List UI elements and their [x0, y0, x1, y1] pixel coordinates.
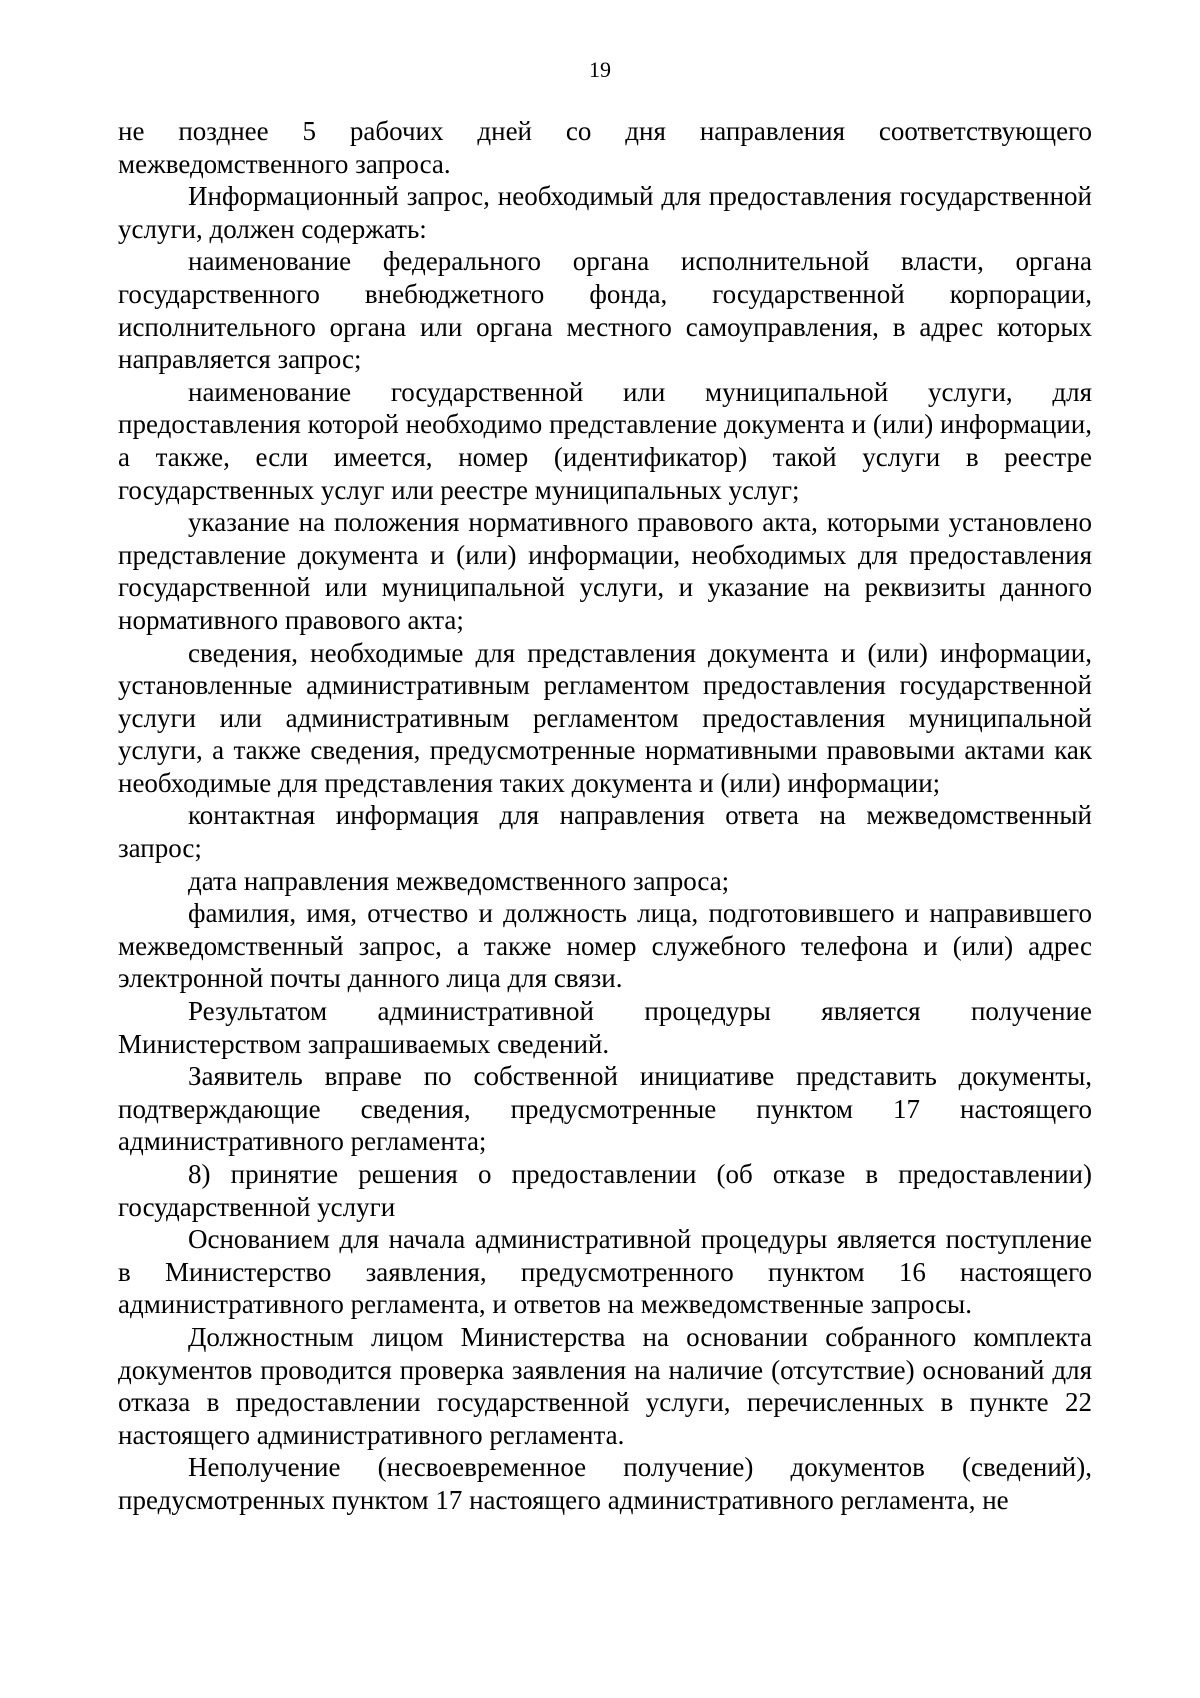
paragraph-continuation: не позднее 5 рабочих дней со дня направления соответствующего межведомственного запроса. [118, 116, 1092, 179]
paragraph-procedure-basis: Основанием для начала административной процедуры является поступление в Министерство заявления, предусмотренного пунктом 16 настоящего административного регламента, и ответов на межведомственные запросы. [118, 1224, 1092, 1320]
paragraph-request-date: дата направления межведомственного запроса; [188, 865, 730, 896]
document-body [118, 115, 1092, 1517]
paragraph-required-info: сведения, необходимые для представления документа и (или) информации, установленные административным регламентом предоставления государственной услуги или административным регламентом предоставления муниципальной услуги, а также сведения, предусмотренные нормативными правовыми актами как необходимые для представления таких документа и (или) информации; [118, 637, 1092, 798]
paragraph-non-receipt: Неполучение (несвоевременное получение) документов (сведений), предусмотренных пунктом 17 настоящего административного регламента, не [118, 1452, 1092, 1515]
paragraph-applicant-right: Заявитель вправе по собственной инициативе представить документы, подтверждающие сведения, предусмотренные пунктом 17 настоящего административного регламента; [118, 1061, 1092, 1157]
paragraph-authority-name: наименование федерального органа исполнительной власти, органа государственного внебюджетного фонда, государственной корпорации, исполнительного органа или органа местного самоуправления, в адрес которых направляется запрос; [118, 246, 1092, 375]
paragraph-official-check: Должностным лицом Министерства на основании собранного комплекта документов проводится проверка заявления на наличие (отсутствие) оснований для отказа в предоставлении государственной услуги, перечисленных в пункте 22 настоящего административного регламента. [118, 1321, 1092, 1450]
paragraph-contact-info: контактная информация для направления ответа на межведомственный запрос; [118, 800, 1092, 864]
paragraph-service-name: наименование государственной или муниципальной услуги, для предоставления которой необходимо представление документа и (или) информации, а также, если имеется, номер (идентификатор) такой услуги в реестре государственных услуг или реестре муниципальных услуг; [118, 376, 1092, 505]
paragraph-info-request: Информационный запрос, необходимый для предоставления государственной услуги, должен содержать: [118, 181, 1092, 244]
paragraph-legal-act: указание на положения нормативного правового акта, которыми установлено представление документа и (или) информации, необходимых для предоставления государственной или муниципальной услуги, и указание на реквизиты данного нормативного правового акта; [118, 507, 1092, 635]
paragraph-procedure-result: Результатом административной процедуры является получение Министерством запрашиваемых сведений. [118, 996, 1092, 1059]
page-number: 19 [589, 57, 611, 82]
paragraph-responsible-person: фамилия, имя, отчество и должность лица, подготовившего и направившего межведомственный запрос, а также номер служебного телефона и (или) адрес электронной почты данного лица для связи. [118, 898, 1092, 994]
paragraph-item-8-heading: 8) принятие решения о предоставлении (об отказе в предоставлении) государственной услуги [118, 1159, 1092, 1222]
